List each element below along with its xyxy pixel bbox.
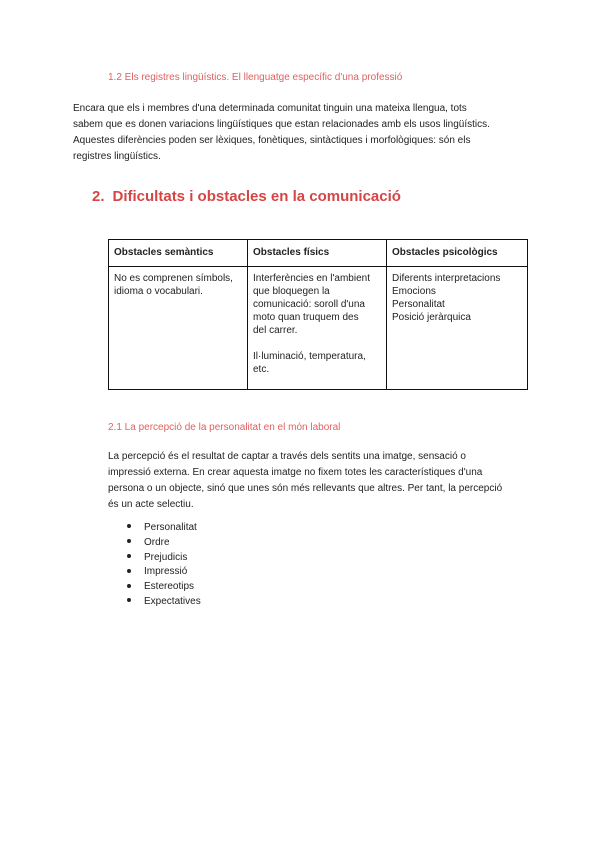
section-1-2-paragraph — [73, 101, 533, 165]
section-2-heading — [92, 188, 401, 205]
table-header-row — [109, 240, 528, 267]
paragraph-line: registres lingüístics. — [73, 151, 161, 162]
paragraph-line: persona o un objecte, sinó que unes són més rellevants que altres. Per tant, la percepció — [108, 483, 503, 494]
list-item — [127, 521, 201, 536]
cell-physical-obstacles — [248, 267, 387, 390]
cell-line: idioma o vocabulari. — [114, 286, 203, 297]
cell-line: Posició jeràrquica — [392, 312, 471, 323]
bullet-icon — [127, 598, 131, 602]
section-2-number: 2. — [92, 188, 105, 205]
cell-semantic-obstacles — [109, 267, 248, 390]
bullet-icon — [127, 524, 131, 528]
cell-psychological-obstacles — [387, 267, 528, 390]
bullet-icon — [127, 539, 131, 543]
section-2-1-paragraph — [108, 449, 548, 513]
cell-spacer — [253, 337, 381, 350]
header-semantic-obstacles: Obstacles semàntics — [109, 240, 248, 267]
list-item — [127, 551, 201, 566]
table-row — [109, 267, 528, 390]
cell-line: Diferents interpretacions — [392, 273, 501, 284]
section-2-title: Dificultats i obstacles en la comunicació — [112, 188, 401, 205]
paragraph-line: Aquestes diferències poden ser lèxiques, fonètiques, sintàctiques i morfològiques: són els — [73, 135, 471, 146]
list-item-label: Impressió — [144, 566, 188, 578]
list-item-label: Estereotips — [144, 581, 195, 593]
cell-line: moto quan truquem des — [253, 312, 359, 323]
bullet-icon — [127, 584, 131, 588]
list-item-label: Personalitat — [144, 522, 197, 533]
list-item-label: Ordre — [144, 536, 170, 548]
cell-line: comunicació: soroll d'una — [253, 299, 365, 310]
list-item-label: Prejudicis — [144, 551, 188, 563]
cell-line: que bloquegen la — [253, 286, 330, 297]
bullet-icon — [127, 554, 131, 558]
obstacles-table — [108, 239, 528, 390]
list-item-label: Expectatives — [144, 595, 201, 607]
cell-line: etc. — [253, 364, 270, 375]
cell-line: del carrer. — [253, 325, 298, 336]
paragraph-line: és un acte selectiu. — [108, 499, 194, 510]
paragraph-line: impressió externa. En crear aquesta imatge no fixem totes les característiques d'una — [108, 467, 483, 478]
list-item — [127, 595, 201, 610]
paragraph-line: sabem que es donen variacions lingüístiques que estan relacionades amb els usos lingüístics. — [73, 119, 490, 130]
header-psychological-obstacles: Obstacles psicològics — [387, 240, 528, 267]
cell-line: Interferències en l'ambient — [253, 273, 370, 284]
list-item — [127, 536, 201, 551]
list-item — [127, 580, 201, 595]
paragraph-line: Encara que els i membres d'una determinada comunitat tinguin una mateixa llengua, tots — [73, 103, 467, 114]
bullet-icon — [127, 569, 131, 573]
cell-line: Emocions — [392, 286, 436, 297]
section-1-2-heading: 1.2 Els registres lingüístics. El llenguatge específic d'una professió — [108, 72, 403, 83]
header-physical-obstacles: Obstacles físics — [248, 240, 387, 267]
cell-line: Il·luminació, temperatura, — [253, 351, 366, 362]
cell-line: Personalitat — [392, 299, 445, 310]
perception-factors-list — [127, 521, 201, 610]
section-2-1-heading: 2.1 La percepció de la personalitat en el món laboral — [108, 422, 341, 433]
paragraph-line: La percepció és el resultat de captar a través dels sentits una imatge, sensació o — [108, 451, 466, 462]
cell-line: No es comprenen símbols, — [114, 273, 233, 284]
list-item — [127, 565, 201, 580]
